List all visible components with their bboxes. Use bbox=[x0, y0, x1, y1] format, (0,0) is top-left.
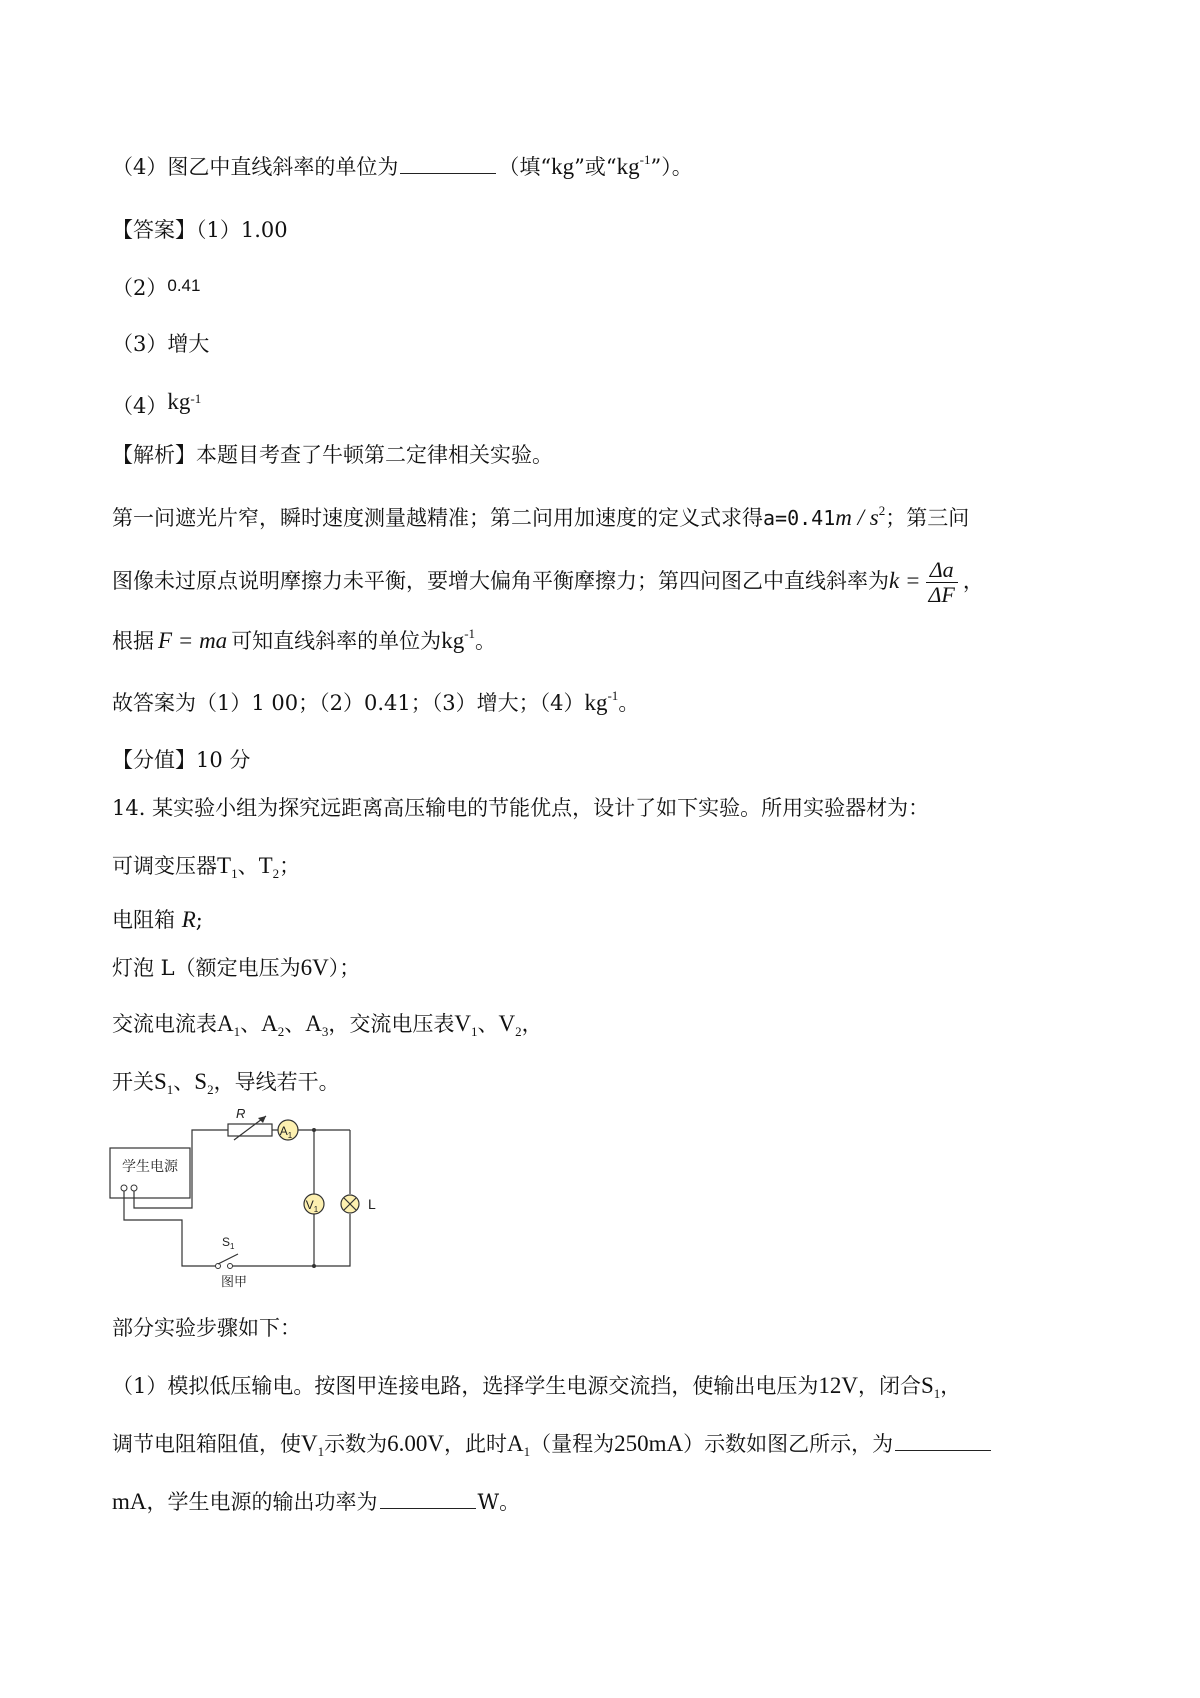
step-text: ，此时 bbox=[444, 1432, 507, 1456]
equipment-text: ，导线若干。 bbox=[213, 1070, 340, 1094]
equipment-text: 可调变压器 bbox=[112, 854, 217, 878]
score-line bbox=[112, 748, 250, 773]
subscript: 1 bbox=[233, 1024, 241, 1039]
symbol-A: A bbox=[507, 1431, 524, 1456]
subscript: 3 bbox=[321, 1024, 329, 1039]
wire-right bbox=[230, 1130, 350, 1266]
answer-1: （1）1.00 bbox=[196, 218, 288, 242]
analysis-text: 。 bbox=[475, 629, 497, 653]
unit-kg: kg bbox=[441, 628, 465, 653]
slope-fraction bbox=[924, 558, 958, 607]
unit-kg-inverse: kg bbox=[616, 154, 640, 179]
switch-lever bbox=[218, 1254, 238, 1264]
equipment-resistor bbox=[112, 906, 203, 934]
q4-mid: （填“ bbox=[498, 155, 552, 179]
subscript: 1 bbox=[471, 1024, 478, 1039]
symbol-V: V bbox=[454, 1011, 471, 1036]
switch-subscript: 1 bbox=[230, 1242, 235, 1251]
q14-title: 14. 某实验小组为探究远距离高压输电的节能优点，设计了如下实验。所用实验器材为： bbox=[112, 796, 930, 820]
answer-label: 【答案】 bbox=[112, 218, 196, 242]
separator: 、 bbox=[477, 1012, 499, 1036]
subscript: 1 bbox=[166, 1082, 174, 1097]
newton-formula: F = ma bbox=[158, 628, 228, 653]
summary-line bbox=[112, 688, 639, 717]
exponent: -1 bbox=[639, 152, 651, 167]
resistor-label: R bbox=[236, 1108, 246, 1121]
subscript: 1 bbox=[933, 1386, 941, 1401]
summary-text: 。 bbox=[618, 691, 640, 715]
steps-intro-text: 部分实验步骤如下： bbox=[112, 1316, 301, 1340]
terminal-right bbox=[131, 1185, 137, 1191]
answer-blank bbox=[380, 1488, 476, 1509]
voltmeter-letter: V bbox=[305, 1198, 314, 1212]
symbol-V: V bbox=[301, 1431, 318, 1456]
equipment-text: ； bbox=[279, 854, 301, 878]
analysis-text: ；第三问 bbox=[885, 506, 970, 530]
step-text: ，闭合 bbox=[857, 1374, 921, 1398]
equipment-text: 电阻箱 bbox=[112, 908, 175, 932]
symbol-R: R bbox=[181, 907, 196, 932]
unit-kg: kg bbox=[551, 154, 575, 179]
answer-2-label: （2） bbox=[112, 276, 168, 300]
analysis-line-3 bbox=[112, 626, 496, 655]
acceleration-unit: m / s bbox=[835, 505, 879, 530]
equipment-bulb bbox=[112, 954, 360, 982]
subscript: 1 bbox=[231, 866, 238, 881]
unit-kg: kg bbox=[584, 690, 608, 715]
q4-end: ”）。 bbox=[650, 155, 693, 179]
circuit-diagram bbox=[100, 1108, 430, 1288]
junction-bottom bbox=[312, 1264, 316, 1268]
wire-bottom bbox=[124, 1191, 218, 1266]
output-voltage: 12V bbox=[818, 1373, 858, 1398]
equipment-text: ; bbox=[195, 908, 203, 932]
resistor-arrow-head bbox=[258, 1116, 266, 1123]
fraction-denominator: ΔF bbox=[928, 582, 955, 608]
answer-3: （3）增大 bbox=[112, 332, 210, 356]
answer-header bbox=[112, 218, 288, 243]
answer-4-value: kg bbox=[167, 389, 191, 414]
answer-blank bbox=[400, 153, 496, 174]
q4-or: ”或“ bbox=[574, 155, 617, 179]
answer-2-line bbox=[112, 276, 200, 301]
answer-2-value: 0.41 bbox=[167, 276, 201, 295]
slope-k: k = bbox=[889, 568, 921, 594]
q4-prefix: （4）图乙中直线斜率的单位为 bbox=[112, 155, 399, 179]
equipment-transformer bbox=[112, 852, 300, 882]
terminal-left bbox=[121, 1185, 127, 1191]
question-4-line bbox=[112, 152, 693, 181]
steps-intro bbox=[112, 1316, 301, 1341]
analysis-text: 图像未过原点说明摩擦力未平衡，要增大偏角平衡摩擦力；第四问图乙中直线斜率为 bbox=[112, 569, 889, 594]
power-source-label: 学生电源 bbox=[122, 1158, 178, 1174]
separator: 、 bbox=[237, 854, 259, 878]
rated-voltage: 6V bbox=[300, 955, 329, 980]
equipment-meters bbox=[112, 1010, 543, 1040]
analysis-line-2 bbox=[112, 558, 984, 607]
subscript: 2 bbox=[272, 866, 280, 881]
analysis-label: 【解析】本题目考查了牛顿第二定律相关实验。 bbox=[112, 443, 553, 467]
step-text: 调节电阻箱阻值，使 bbox=[112, 1432, 301, 1456]
switch-contact-right bbox=[228, 1264, 233, 1269]
switch-label bbox=[222, 1235, 235, 1251]
equipment-switch bbox=[112, 1068, 340, 1098]
answer-3-line bbox=[112, 332, 209, 357]
answer-4-label: （4） bbox=[112, 394, 168, 418]
analysis-line-1 bbox=[112, 503, 969, 532]
ammeter-letter: A bbox=[279, 1124, 288, 1138]
equipment-text: 交流电流表 bbox=[112, 1012, 217, 1036]
step-1-line-3 bbox=[112, 1488, 520, 1516]
figure-caption: 图甲 bbox=[220, 1274, 248, 1288]
score-label: 【分值】10 分 bbox=[112, 748, 251, 772]
step-text: ，学生电源的输出功率为 bbox=[146, 1490, 378, 1514]
symbol-T: T bbox=[258, 853, 273, 878]
step-text: ）示数如图乙所示，为 bbox=[683, 1432, 894, 1456]
step-text: 示数为 bbox=[324, 1432, 388, 1456]
analysis-text: 第一问遮光片窄，瞬时速度测量越精准；第二问用加速度的定义式求得 bbox=[112, 506, 763, 530]
exponent: -1 bbox=[607, 688, 619, 703]
equipment-text: ）； bbox=[328, 956, 361, 980]
exponent: 2 bbox=[878, 503, 886, 518]
exponent: -1 bbox=[464, 626, 476, 641]
fraction-numerator: Δa bbox=[926, 558, 958, 583]
equipment-text: ， bbox=[521, 1012, 543, 1036]
subscript: 2 bbox=[277, 1024, 285, 1039]
step-text: ， bbox=[940, 1374, 962, 1398]
subscript: 1 bbox=[523, 1444, 531, 1459]
equipment-text: ，交流电压表 bbox=[328, 1012, 455, 1036]
answer-4-line bbox=[112, 388, 201, 419]
subscript: 1 bbox=[317, 1444, 325, 1459]
symbol-T: T bbox=[217, 853, 232, 878]
switch-contact-left bbox=[216, 1264, 221, 1269]
analysis-text: 根据 bbox=[112, 629, 154, 653]
ammeter-subscript: 1 bbox=[287, 1131, 293, 1140]
answer-blank bbox=[895, 1430, 991, 1451]
analysis-text: ， bbox=[962, 569, 984, 594]
symbol-S: S bbox=[194, 1069, 208, 1094]
step-text: （1）模拟低压输电。按图甲连接电路，选择学生电源交流挡，使输出电压为 bbox=[112, 1374, 819, 1398]
separator: 、 bbox=[240, 1012, 262, 1036]
symbol-S: S bbox=[920, 1373, 934, 1398]
separator: 、 bbox=[284, 1012, 306, 1036]
unit-mA: mA bbox=[112, 1489, 147, 1514]
question-14-title bbox=[112, 796, 929, 821]
equipment-text: 开关 bbox=[112, 1070, 154, 1094]
subscript: 2 bbox=[515, 1024, 522, 1039]
acceleration-formula: a=0.41 bbox=[763, 506, 836, 530]
symbol-A: A bbox=[261, 1011, 278, 1036]
equipment-text: 灯泡 L（额定电压为 bbox=[112, 956, 301, 980]
analysis-header bbox=[112, 443, 553, 468]
switch-letter: S bbox=[222, 1235, 231, 1249]
symbol-S: S bbox=[154, 1069, 167, 1094]
lamp-label: L bbox=[368, 1196, 376, 1212]
step-1-line bbox=[112, 1372, 961, 1402]
ammeter-range: 250mA bbox=[614, 1431, 684, 1456]
separator: 、 bbox=[173, 1070, 195, 1094]
symbol-A: A bbox=[305, 1011, 322, 1036]
step-text: W。 bbox=[477, 1490, 521, 1514]
symbol-A: A bbox=[217, 1011, 234, 1036]
voltmeter-reading: 6.00V bbox=[387, 1431, 444, 1456]
resistor-box bbox=[228, 1124, 272, 1136]
summary-text: 故答案为（1）1 00；（2）0.41；（3）增大；（4） bbox=[112, 691, 585, 715]
symbol-V: V bbox=[498, 1011, 516, 1036]
step-text: （量程为 bbox=[530, 1432, 615, 1456]
voltmeter-subscript: 1 bbox=[313, 1205, 319, 1214]
analysis-text: 可知直线斜率的单位为 bbox=[231, 629, 442, 653]
exponent: -1 bbox=[190, 391, 202, 406]
subscript: 2 bbox=[207, 1082, 214, 1097]
step-1-line-2 bbox=[112, 1430, 993, 1460]
